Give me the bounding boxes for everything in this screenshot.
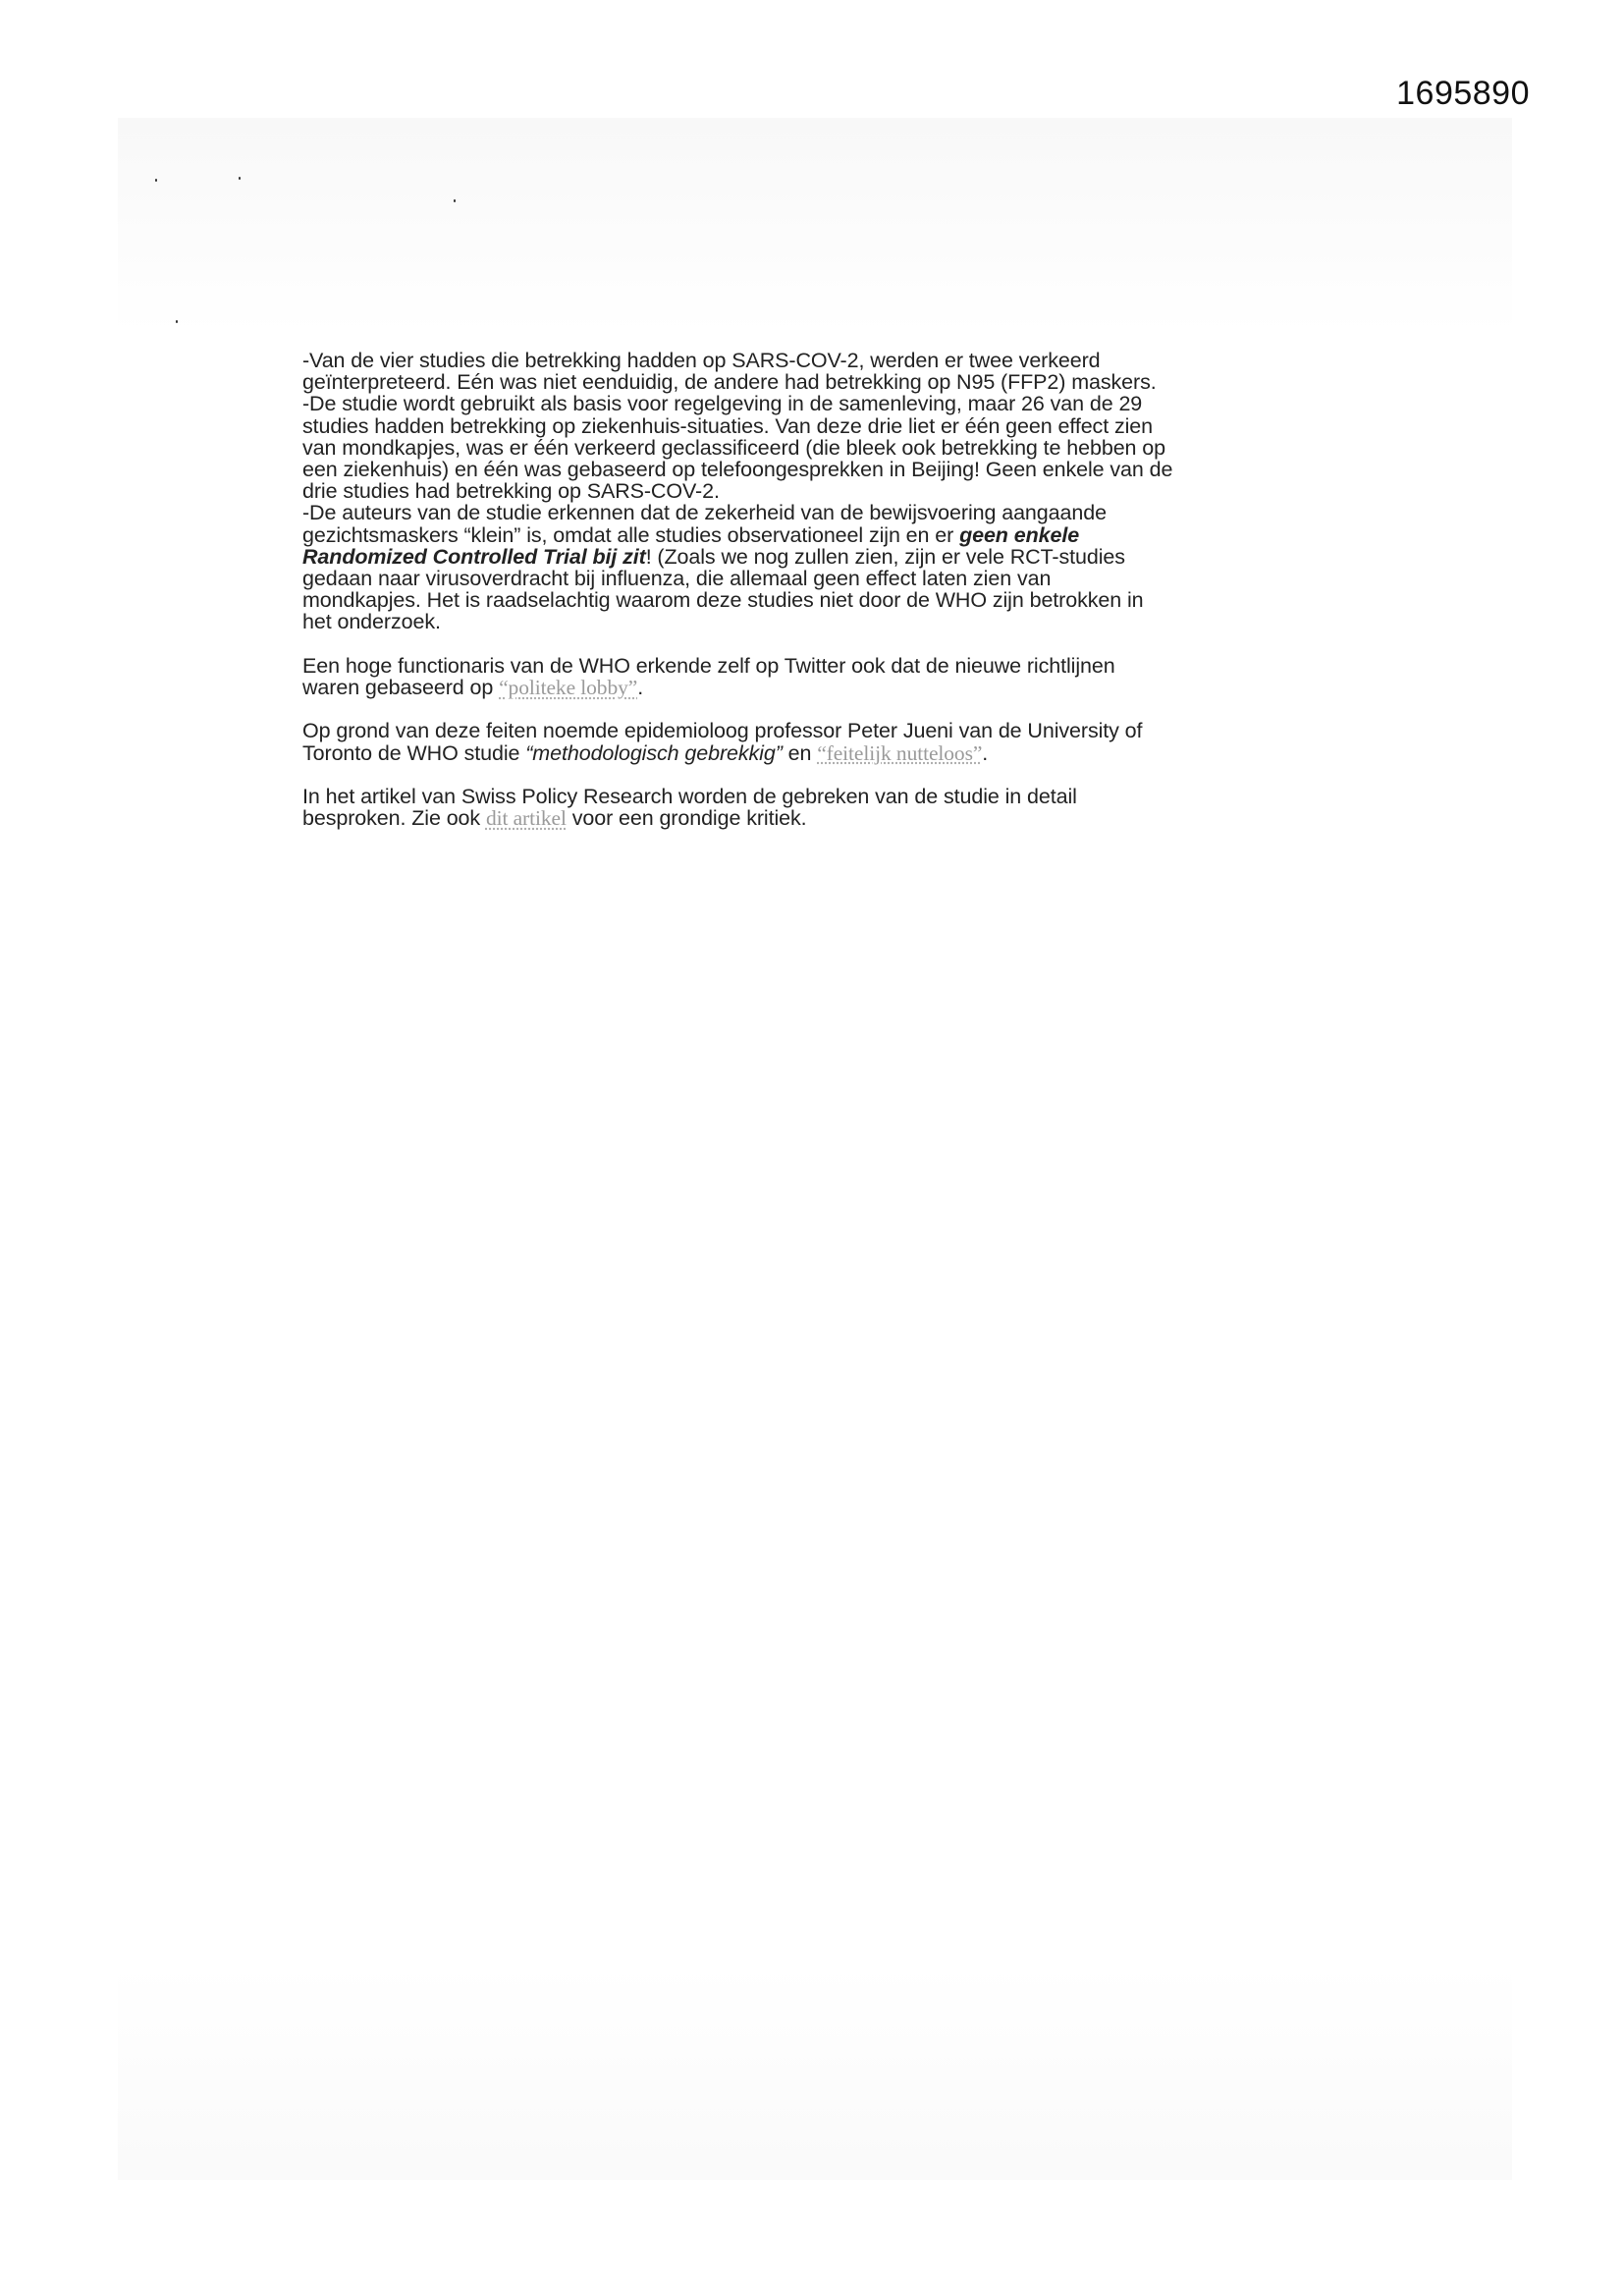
paragraph-spacer (302, 764, 1324, 786)
text-segment: Toronto de WHO studie (302, 740, 526, 765)
text-line: mondkapjes. Het is raadselachtig waarom deze studies niet door de WHO zijn betrokken in (302, 588, 1144, 613)
text-segment: voor een grondige kritiek. (566, 806, 807, 831)
text-line: het onderzoek. (302, 610, 441, 634)
scan-speck (176, 320, 178, 323)
text-line: Een hoge functionaris van de WHO erkende zelf op Twitter ook dat de nieuwe richtlijnen (302, 653, 1115, 678)
document-id-number: 1695890 (1396, 75, 1530, 112)
text-line: drie studies had betrekking op SARS-COV-2. (302, 479, 720, 504)
emphasis-text: Randomized Controlled Trial bij zit (302, 544, 646, 569)
paragraph-jueni-quote (302, 720, 1324, 763)
text-line: In het artikel van Swiss Policy Research worden de gebreken van de studie in detail (302, 785, 1077, 809)
scan-artifact-top (118, 118, 1512, 334)
text-line: -Van de vier studies die betrekking hadden op SARS-COV-2, werden er twee verkeerd (302, 349, 1101, 372)
scan-speck (454, 199, 456, 202)
italic-quote: “methodologisch gebrekkig” (525, 740, 783, 765)
text-line: geïnterpreteerd. Eén was niet eenduidig, de andere had betrekking op N95 (FFP2) maskers. (302, 370, 1157, 395)
text-line: studies hadden betrekking op ziekenhuis-situaties. Van deze drie liet er één geen effect zien (302, 413, 1153, 438)
text-line (302, 677, 1324, 698)
text-segment: . (982, 740, 989, 765)
text-line: -De auteurs van de studie erkennen dat de zekerheid van de bewijsvoering aangaande (302, 501, 1107, 525)
text-segment: waren gebaseerd op (302, 676, 500, 700)
paragraph-who-official (302, 655, 1324, 698)
text-line (302, 524, 1324, 546)
paragraph-study-critique (302, 350, 1324, 633)
text-line (302, 742, 1324, 764)
document-body (302, 350, 1324, 829)
text-segment: . (637, 676, 644, 700)
paragraph-spacer (302, 698, 1324, 720)
text-segment: gezichtsmaskers “klein” is, omdat alle studies observationeel zijn en er (302, 522, 960, 547)
text-line: Op grond van deze feiten noemde epidemioloog professor Peter Jueni van de University of (302, 719, 1143, 743)
link-dit-artikel[interactable]: dit artikel (485, 806, 567, 831)
text-segment: besproken. Zie ook (302, 806, 486, 831)
text-line: een ziekenhuis) en één was gebaseerd op telefoongesprekken in Beijing! Geen enkele van de (302, 458, 1173, 482)
paragraph-spacer (302, 633, 1324, 655)
emphasis-text: geen enkele (959, 522, 1080, 547)
text-line: -De studie wordt gebruikt als basis voor regelgeving in de samenleving, maar 26 van de 29 (302, 392, 1143, 416)
text-line (302, 807, 1324, 829)
text-segment: en (782, 740, 818, 765)
link-feitelijk-nutteloos[interactable]: “feitelijk nutteloos” (817, 740, 983, 765)
text-segment: ! (Zoals we nog zullen zien, zijn er vele RCT-studies (645, 544, 1125, 569)
paragraph-swiss-policy (302, 786, 1324, 829)
text-line: gedaan naar virusoverdracht bij influenza, die allemaal geen effect laten zien van (302, 567, 1052, 591)
link-politeke-lobby[interactable]: “politeke lobby” (499, 676, 638, 700)
scan-speck (155, 179, 157, 182)
text-line (302, 546, 1324, 568)
text-line: van mondkapjes, was er één verkeerd geclassificeerd (die bleek ook betrekking te hebben op (302, 435, 1165, 460)
scan-speck (239, 177, 241, 180)
scan-artifact-bottom (118, 1964, 1512, 2180)
